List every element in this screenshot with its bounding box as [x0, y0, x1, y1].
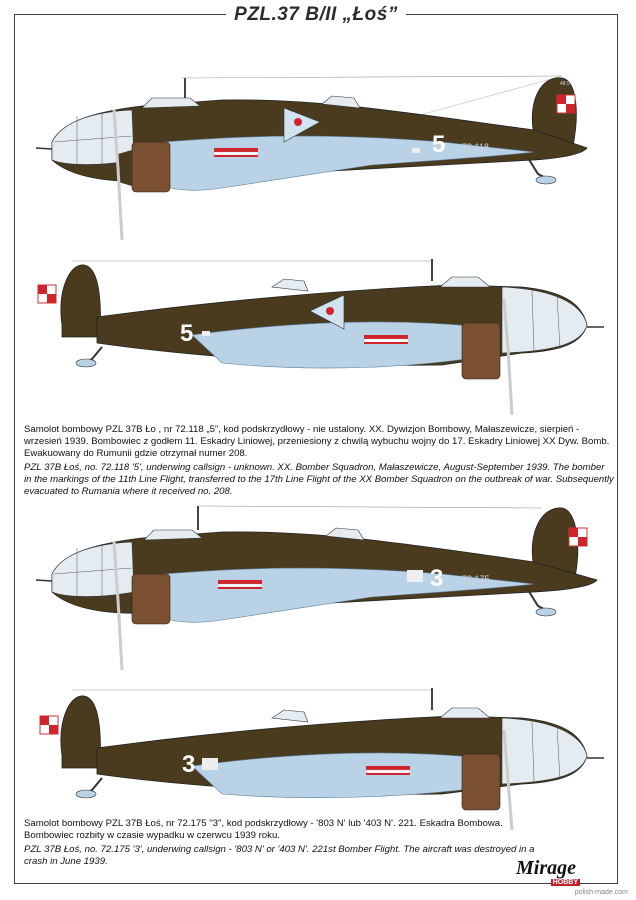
caption-block-2 [24, 818, 544, 870]
logo-sub: HOBBY [552, 879, 578, 886]
page-title: PZL.37 B/II „Łoś” [226, 4, 406, 26]
svg-text:48.5: 48.5 [560, 81, 570, 87]
aircraft-3-code: 72.175 [462, 574, 490, 584]
aircraft-4-number: 3 [182, 751, 196, 778]
aircraft-2-number: 5 [180, 320, 194, 347]
caption-block-1 [24, 424, 614, 500]
caption-1-polish: Samolot bombowy PZL 37B Ło , nr 72.118 „5”, kod podskrzydłowy - nie ustalony. XX. Dywizjon Bombowy, Małaszewicze, sierpień - wrzesień 1939. Bombowiec z godłem 11. Eskadry Liniowej, przeniesiony z chwilą wybuchu wojny do 17. Eskadry Liniowej XX Dyw. Bomb. Ewakuowany do Rumunii gdzie otrzymał numer 208. [24, 424, 610, 459]
mirage-hobby-logo [516, 857, 578, 886]
caption-1-english: PZL 37B Łoś, no. 72.118 '5', underwing callsign - unknown. XX. Bomber Squadron, Małaszewicze, August-September 1939. The bomber in the markings of the 11th Line Flight, transferred to the 17th Line Flight of the XX Bomber Squadron on the outbreak of war. Subsequently evacuated to Rumania where it received no. 208. [24, 462, 614, 497]
watermark: polish-made.com [574, 889, 628, 896]
aircraft-1-number: 5 [432, 131, 446, 158]
caption-2-polish: Samolot bombowy PZL 37B Łoś, nr 72.175 "3", kod podskrzydłowy - '803 N' lub '403 N'. 221. Eskadra Bombowa. Bombowiec rozbity w czasie wypadku w czerwcu 1939 roku. [24, 818, 503, 841]
aircraft-1-code: 72.118 [462, 142, 489, 152]
aircraft-profile-4 [22, 684, 614, 834]
caption-2-english: PZL 37B Łoś, no. 72.175 '3', underwing callsign - '803 N' or '403 N'. 221st Bomber Flight. The aircraft was destroyed in a crash in June 1939. [24, 844, 535, 867]
aircraft-3-number: 3 [430, 565, 444, 592]
aircraft-profile-1 [22, 70, 614, 245]
logo-text: Mirage [516, 857, 576, 879]
aircraft-profile-3 [22, 500, 614, 675]
aircraft-profile-2 [22, 255, 614, 420]
